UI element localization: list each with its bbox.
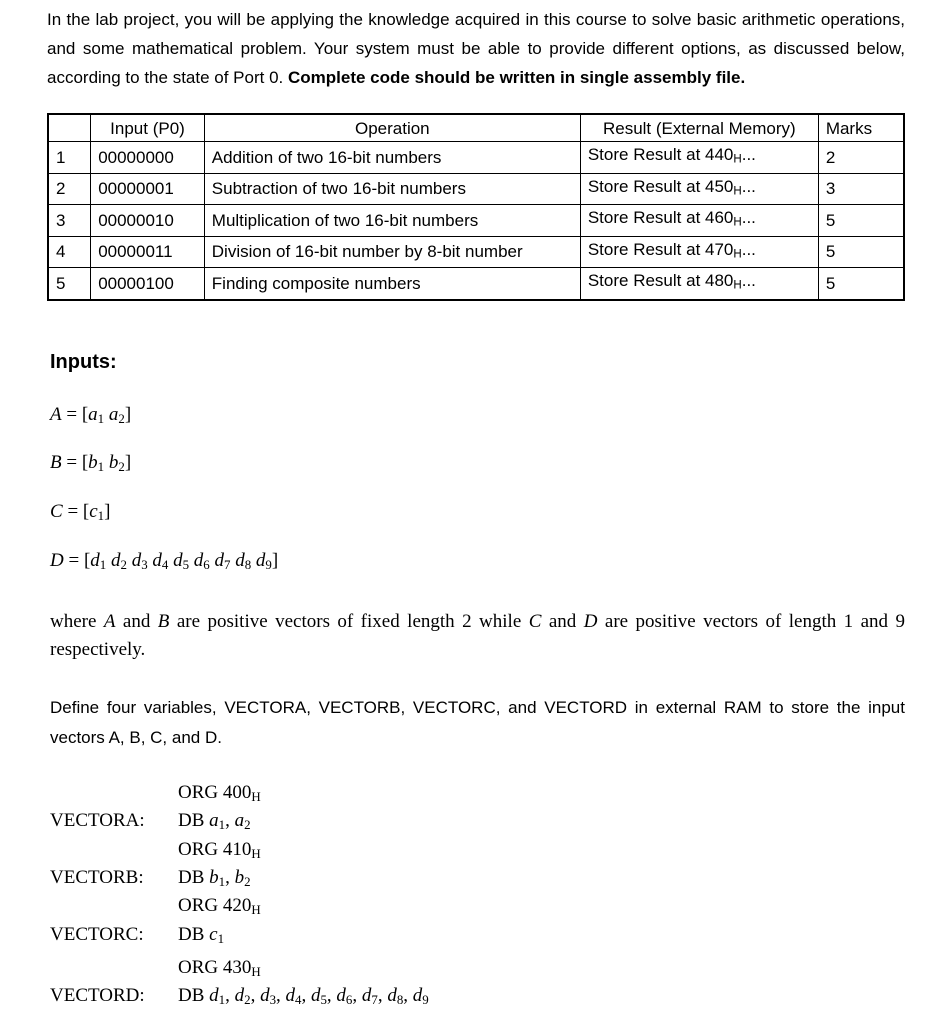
code-label: VECTORC: [50,923,144,945]
code-content [178,956,905,984]
code-line [50,809,905,837]
text-segment: 1 [97,459,105,475]
text-segment: a [108,403,119,425]
text-segment: , [352,985,362,1007]
code-line [50,984,905,1012]
text-segment: DB [178,985,210,1007]
math-definitions [50,404,905,576]
table-row [48,268,904,300]
text-segment: = [ [62,501,90,523]
text-segment: b [88,452,98,474]
result-cell [580,173,818,205]
text-segment: d [214,550,224,572]
text-segment: , [326,985,337,1007]
vector-d-definition [50,550,905,576]
text-segment: 9 [422,992,429,1008]
text-segment: , [225,866,235,888]
text-segment: , [250,985,261,1007]
text-segment: C [528,610,542,632]
text-segment: A [50,403,62,425]
inputs-heading: Inputs: [50,350,117,373]
input-code-cell: 00000001 [91,173,205,205]
table-row [48,173,904,205]
result-cell [580,268,818,300]
text-segment: D [583,610,598,632]
text-segment: = [ [63,550,91,572]
text-segment: Store Result at 470 [587,239,734,259]
code-label: VECTORD: [50,985,145,1007]
text-segment: ] [104,501,111,523]
code-content [178,781,905,809]
code-line [50,956,905,984]
operation-cell: Subtraction of two 16-bit numbers [204,173,580,205]
text-segment: 5 [320,992,327,1008]
text-segment: d [193,550,204,572]
code-content [178,984,905,1012]
text-segment: B [157,610,170,632]
task-table [47,113,905,301]
where-paragraph [50,608,905,664]
text-segment: 1 [99,556,107,572]
input-code-cell: 00000000 [91,142,205,174]
text-segment: ... [741,271,756,291]
marks-cell: 3 [818,173,904,205]
code-label [50,894,178,922]
code-line [50,781,905,809]
code-line [50,923,905,951]
code-content [178,923,905,951]
text-segment: DB [178,923,210,945]
operation-cell: Finding composite numbers [204,268,580,300]
code-content [178,866,905,894]
text-segment: 7 [224,556,231,572]
table-header-row [48,114,904,142]
text-segment: c [209,923,218,945]
text-segment: 8 [396,992,404,1008]
text-segment: 2 [244,992,251,1008]
task-table-body [48,142,904,300]
text-segment: b [108,452,119,474]
text-segment: H [733,153,742,166]
text-segment: , [301,985,311,1007]
table-header-3: Result (External Memory) [580,114,818,142]
code-line [50,894,905,922]
text-segment: Store Result at 480 [587,271,734,291]
table-header-1: Input (P0) [91,114,205,142]
text-segment: 1 [218,873,226,889]
text-segment: A [103,610,116,632]
text-segment: H [251,902,261,918]
row-number-cell: 5 [48,268,91,300]
text-segment: d [310,985,321,1007]
text-segment: ... [741,176,756,196]
code-content [178,809,905,837]
vector-a-definition [50,404,905,430]
text-segment: 4 [295,992,302,1008]
text-segment: d [152,550,162,572]
vector-c-definition [50,501,905,527]
text-segment: 2 [118,459,125,475]
text-segment: ... [741,145,756,164]
text-segment: 7 [371,992,378,1008]
text-segment: 2 [244,873,251,889]
table-header-4: Marks [818,114,904,142]
operation-cell: Division of 16-bit number by 8-bit number [204,236,580,268]
text-segment: B [50,452,62,474]
text-segment: 6 [203,556,210,572]
text-segment: 9 [265,556,272,572]
text-segment: 8 [244,556,252,572]
text-segment: Store Result at 440 [587,145,734,164]
table-row [48,142,904,174]
code-content [178,894,905,922]
text-segment: d [412,985,423,1007]
code-label: VECTORB: [50,866,144,888]
text-segment: DB [178,810,210,832]
input-code-cell: 00000011 [91,236,205,268]
text-segment: d [131,550,142,572]
text-segment: b [234,866,245,888]
text-segment: d [90,550,100,572]
text-segment: ORG 400 [178,781,252,803]
text-segment: ] [124,452,132,474]
text-segment: H [251,845,261,861]
text-segment: and [541,610,584,632]
text-segment: 6 [345,992,353,1008]
text-segment: ORG 430 [178,956,252,978]
row-number-cell: 2 [48,173,91,205]
text-segment: d [110,550,121,572]
table-row [48,205,904,237]
text-segment: 5 [182,556,190,572]
task-table-head [48,114,904,142]
text-segment: , [225,810,235,832]
intro-paragraph [47,5,905,92]
result-cell [580,205,818,237]
text-segment: , [276,985,286,1007]
code-line [50,838,905,866]
result-cell [580,236,818,268]
marks-cell: 5 [818,205,904,237]
text-segment: C [50,501,63,523]
table-header-2: Operation [204,114,580,142]
text-segment: = [ [61,403,89,425]
text-segment: d [235,550,245,572]
marks-cell: 5 [818,236,904,268]
text-segment: 1 [218,992,226,1008]
text-segment: d [387,985,397,1007]
marks-cell: 5 [818,268,904,300]
text-segment: 4 [161,556,169,572]
text-segment: DB [178,866,210,888]
code-label [50,838,178,866]
input-code-cell: 00000100 [91,268,205,300]
code-label [50,781,178,809]
text-segment: H [733,248,742,261]
input-code-cell: 00000010 [91,205,205,237]
text-segment: a [88,403,98,425]
text-segment: d [255,550,266,572]
code-label: VECTORA: [50,810,145,832]
text-segment: ] [124,403,132,425]
row-number-cell: 1 [48,142,91,174]
text-segment: H [733,216,742,229]
text-segment: H [733,185,742,198]
vector-b-definition [50,452,905,478]
table-header-0 [48,114,91,142]
text-segment: H [251,788,261,804]
text-segment: 1 [217,930,225,946]
text-segment: 3 [269,992,277,1008]
text-segment: b [209,866,219,888]
text-segment: d [361,985,372,1007]
text-segment: ... [741,208,756,228]
text-segment: Store Result at 450 [587,176,734,196]
define-paragraph: Define four variables, VECTORA, VECTORB, VECTORC, and VECTORD in external RAM to store the input vectors A, B, C, and D. [50,697,905,747]
text-segment: where [50,610,104,632]
row-number-cell: 4 [48,236,91,268]
text-segment: = [ [61,452,89,474]
text-segment: c [89,501,98,523]
text-segment: 1 [218,817,226,833]
text-segment: a [234,810,245,832]
text-segment: , [403,985,413,1007]
text-segment: D [50,550,64,572]
text-segment: , [225,985,235,1007]
code-label [50,956,178,984]
text-segment: 2 [244,817,251,833]
text-segment: a [209,810,219,832]
text-segment: ... [741,239,756,259]
text-segment: 1 [97,508,105,524]
text-segment: , [377,985,388,1007]
text-segment: d [260,985,270,1007]
text-segment: d [173,550,183,572]
text-segment: 1 [97,410,105,426]
assembly-code-block [50,781,905,1013]
text-segment: Store Result at 460 [587,208,734,228]
result-cell [580,142,818,174]
table-row [48,236,904,268]
intro-text: In the lab project, you will be applying the knowledge acquired in this course to solve basic arithmetic operations, and some mathematical problem. Your system must be able to provide different options, as discussed below, according to the state of Port 0. [47,10,905,87]
text-segment: 3 [141,556,148,572]
text-segment: 2 [118,410,125,426]
text-segment: H [251,963,261,979]
text-segment: are positive vectors of length 1 and 9 respectively. [50,610,905,660]
text-segment: ] [271,550,279,572]
operation-cell: Multiplication of two 16-bit numbers [204,205,580,237]
code-line [50,866,905,894]
code-content [178,838,905,866]
row-number-cell: 3 [48,205,91,237]
text-segment: ORG 410 [178,838,252,860]
text-segment: d [234,985,245,1007]
text-segment: ORG 420 [178,895,252,917]
text-segment: d [336,985,346,1007]
operation-cell: Addition of two 16-bit numbers [204,142,580,174]
text-segment: are positive vectors of fixed length 2 while [169,610,529,632]
text-segment: d [285,985,296,1007]
text-segment: d [209,985,219,1007]
intro-bold-text: Complete code should be written in single assembly file. [287,68,746,87]
text-segment: and [115,610,158,632]
text-segment: H [733,279,742,292]
marks-cell: 2 [818,142,904,174]
text-segment: 2 [120,556,127,572]
